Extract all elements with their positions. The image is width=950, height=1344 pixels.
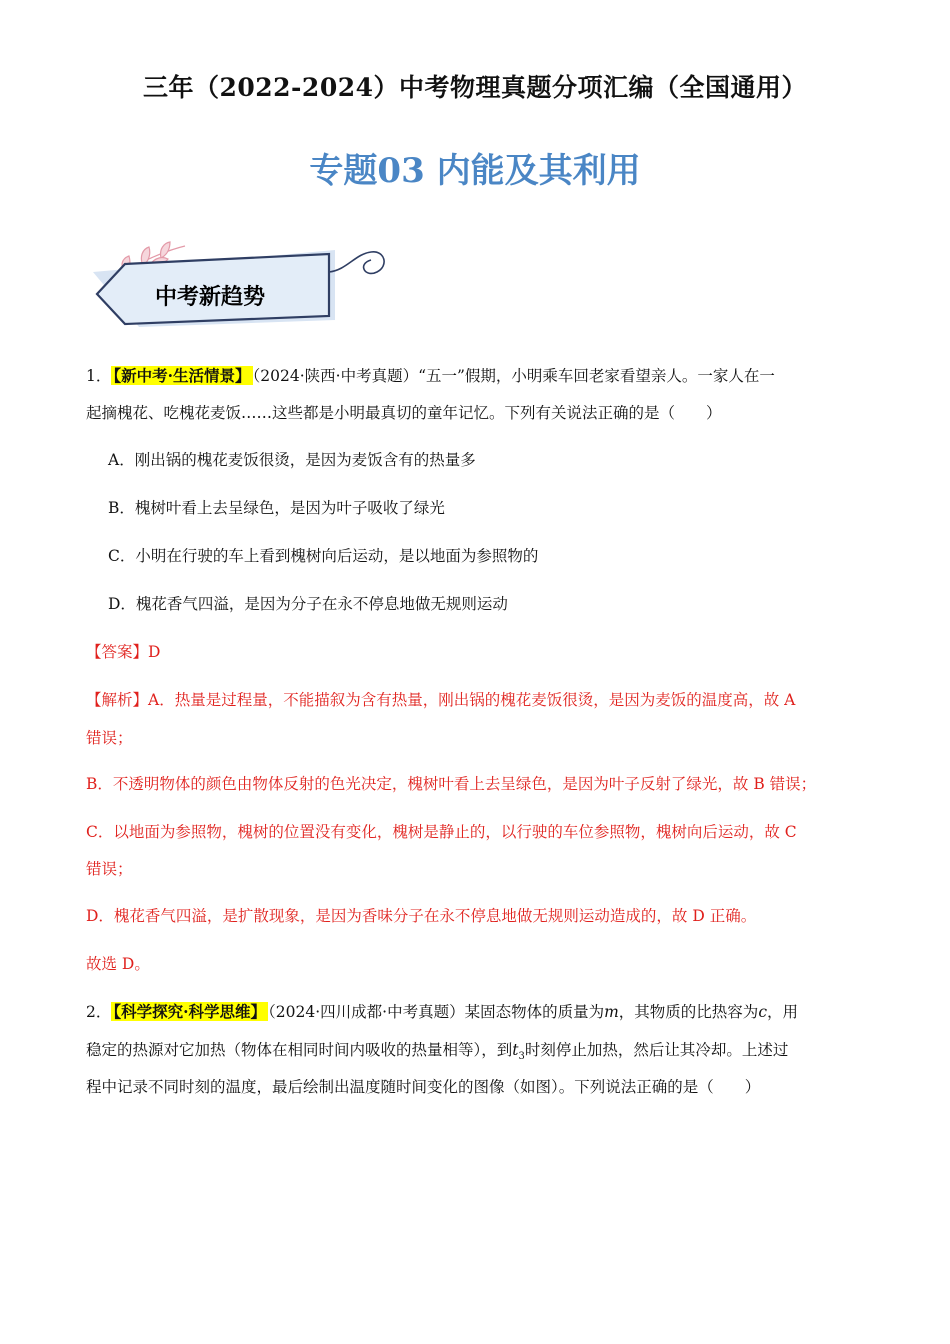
question-tag: 【科学探究·科学思维】	[113, 1002, 267, 1021]
question-text: ，其物质的比热容为	[618, 1003, 759, 1021]
analysis-conclusion: 故选 D。	[86, 955, 150, 973]
question-2-line3: 程中记录不同时刻的温度，最后绘制出温度随时间变化的图像（如图）。下列说法正确的是（ ）	[86, 1078, 761, 1096]
analysis-line: 错误；	[86, 860, 133, 878]
option-c: C．小明在行驶的车上看到槐树向后运动，是以地面为参照物的	[108, 547, 539, 565]
answer: 【答案】D	[86, 643, 161, 661]
analysis-line: 错误；	[86, 729, 133, 747]
question-text: 时刻停止加热，然后让其冷却。上述过	[524, 1041, 789, 1059]
variable-m: m	[604, 1003, 619, 1021]
question-2-stem	[86, 1001, 798, 1023]
swirl-decoration	[329, 252, 384, 274]
section-badge	[85, 232, 395, 332]
question-1-stem	[86, 365, 775, 387]
analysis-line: B．不透明物体的颜色由物体反射的色光决定，槐树叶看上去呈绿色，是因为叶子反射了绿光，故 B 错误；	[86, 775, 817, 793]
option-a: A．刚出锅的槐花麦饭很烫，是因为麦饭含有的热量多	[108, 451, 476, 469]
variable-t: t	[512, 1041, 519, 1059]
question-text: 稳定的热源对它加热（物体在相同时间内吸收的热量相等），到	[86, 1041, 513, 1059]
analysis-line: D．槐花香气四溢，是扩散现象，是因为香味分子在永不停息地做无规则运动造成的，故 D 正确。	[86, 907, 757, 925]
analysis-line: 【解析】A．热量是过程量，不能描叙为含有热量，刚出锅的槐花麦饭很烫，是因为麦饭的温度高，故 A	[86, 691, 796, 709]
question-text: ，用	[767, 1003, 799, 1021]
question-number: 2．	[86, 1003, 112, 1021]
question-1-stem-line2: 起摘槐花、吃槐花麦饭……这些都是小明最真切的童年记忆。下列有关说法正确的是（ ）	[86, 404, 722, 422]
option-b: B．槐树叶看上去呈绿色，是因为叶子吸收了绿光	[108, 499, 445, 517]
option-d: D．槐花香气四溢，是因为分子在永不停息地做无规则运动	[108, 595, 508, 613]
question-source: （2024·陕西·中考真题）“五一”假期，小明乘车回老家看望亲人。一家人在一	[252, 367, 775, 385]
document-title: 三年（2022-2024）中考物理真题分项汇编（全国通用）	[142, 73, 808, 102]
variable-c: c	[758, 1003, 767, 1021]
topic-subtitle: 专题03 内能及其利用	[309, 151, 641, 191]
question-2-line2	[86, 1039, 788, 1068]
question-number: 1．	[86, 367, 112, 385]
question-text: （2024·四川成都·中考真题）某固态物体的质量为	[268, 1003, 605, 1021]
analysis-line: C．以地面为参照物，槐树的位置没有变化，槐树是静止的，以行驶的车位参照物，槐树向后运动，故 C	[86, 823, 797, 841]
question-tag: 【新中考·生活情景】	[113, 366, 251, 385]
variable-t-subscript: 3	[518, 1051, 525, 1063]
section-badge-label: 中考新趋势	[155, 285, 266, 310]
